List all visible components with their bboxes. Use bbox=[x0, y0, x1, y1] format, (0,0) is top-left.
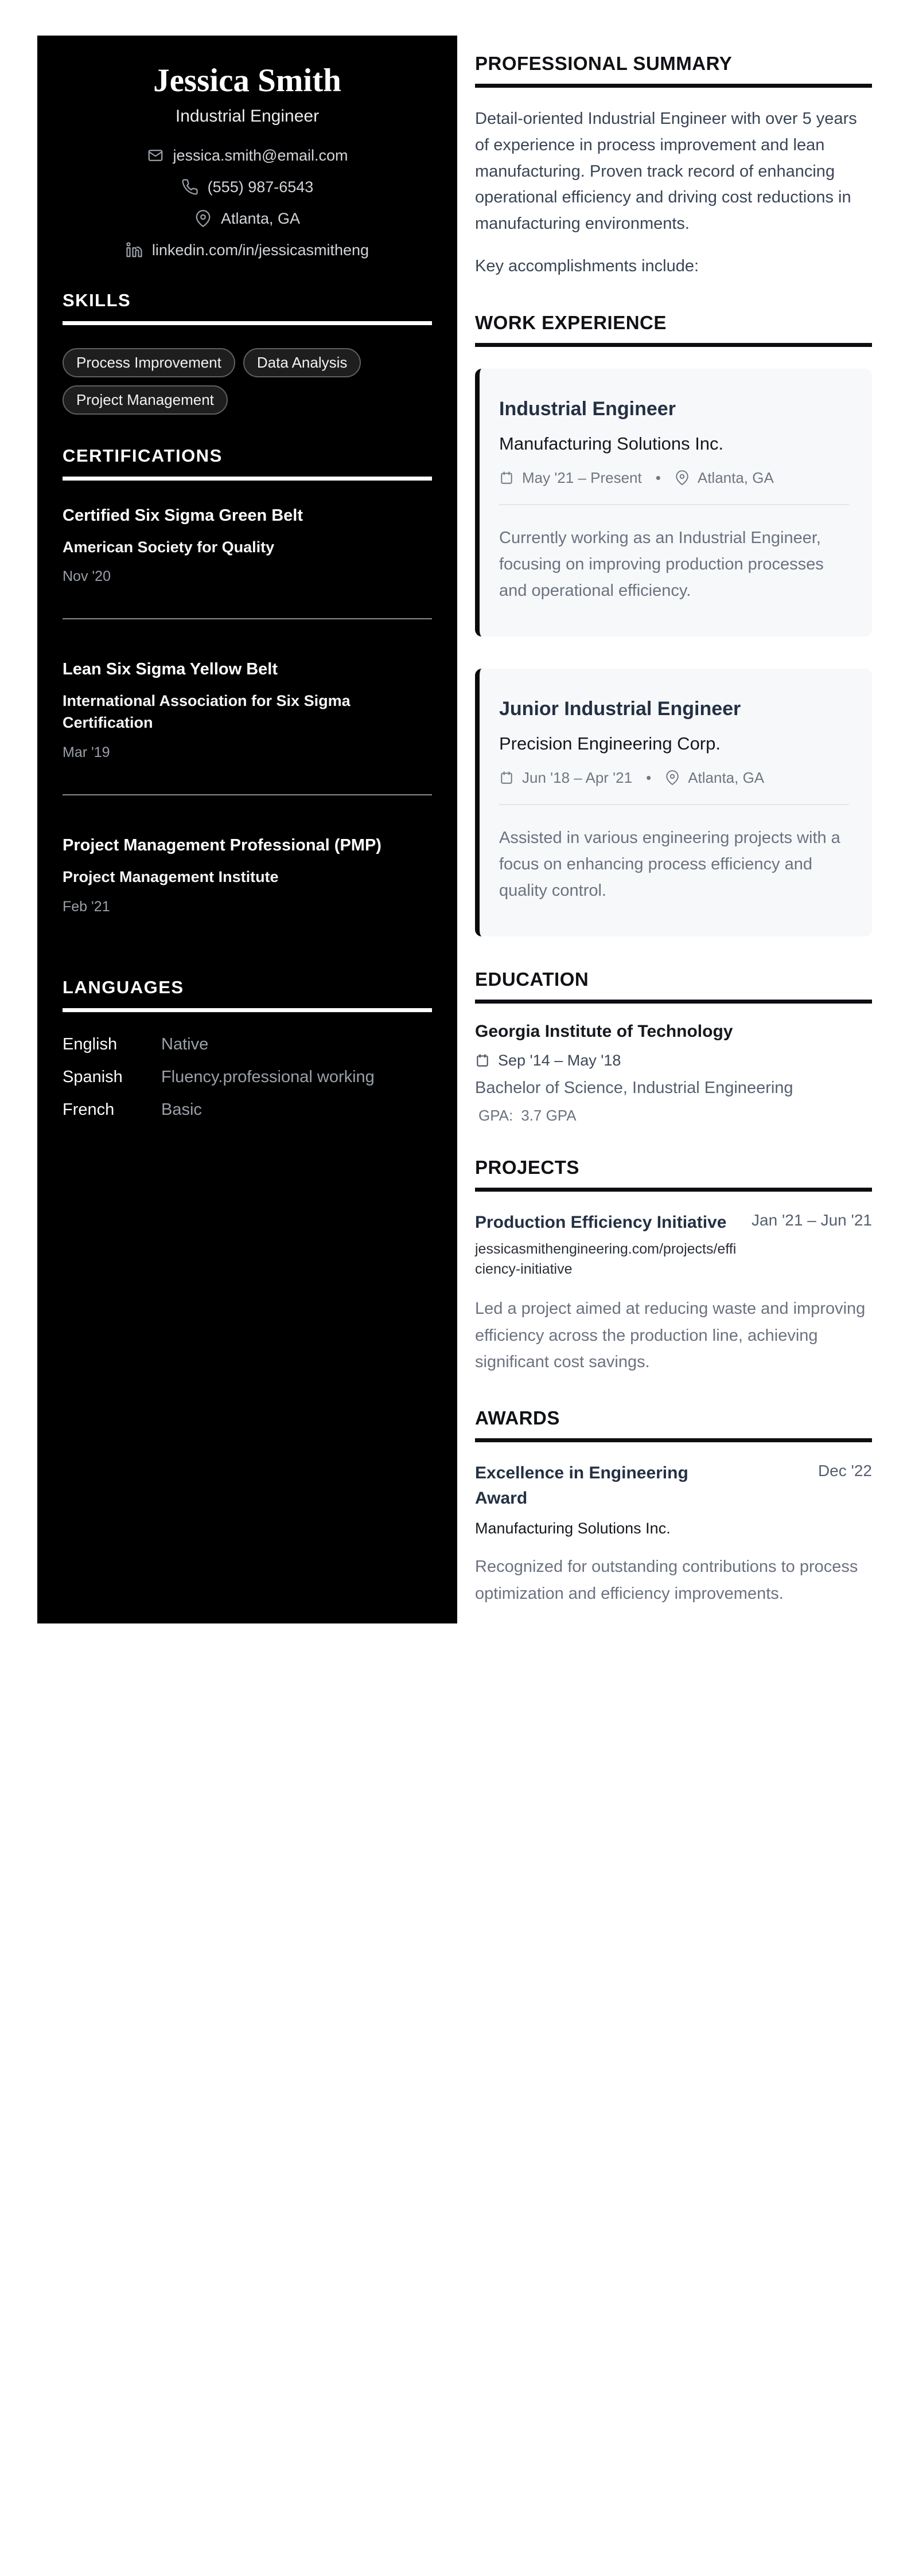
meta-separator: • bbox=[646, 768, 652, 786]
skill-tag: Process Improvement bbox=[63, 348, 235, 377]
work-item bbox=[475, 669, 872, 936]
certification-item bbox=[63, 657, 432, 761]
certifications-header: CERTIFICATIONS bbox=[63, 445, 223, 466]
summary-underline bbox=[475, 84, 872, 88]
certification-org: Project Management Institute bbox=[63, 868, 279, 886]
certification-title: Certified Six Sigma Green Belt bbox=[63, 506, 303, 525]
certification-divider bbox=[63, 794, 432, 795]
certification-item bbox=[63, 504, 432, 586]
summary-note: Key accomplishments include: bbox=[475, 257, 699, 276]
skills-list bbox=[63, 348, 432, 415]
resume-document bbox=[37, 36, 872, 1623]
projects-section bbox=[475, 1157, 872, 1376]
candidate-name: Jessica Smith bbox=[153, 63, 341, 99]
job-title: Industrial Engineer bbox=[499, 397, 676, 420]
education-gpa bbox=[475, 1107, 872, 1125]
contact-linkedin[interactable] bbox=[63, 241, 432, 259]
language-row bbox=[63, 1100, 432, 1119]
summary-header: PROFESSIONAL SUMMARY bbox=[475, 53, 733, 74]
awards-header: AWARDS bbox=[475, 1407, 560, 1429]
job-location: Atlanta, GA bbox=[697, 469, 774, 486]
candidate-job-title: Industrial Engineer bbox=[175, 106, 320, 126]
language-level: Basic bbox=[161, 1100, 202, 1119]
education-school: Georgia Institute of Technology bbox=[475, 1021, 733, 1041]
job-divider bbox=[499, 804, 849, 805]
main-column bbox=[475, 36, 872, 1623]
certification-date: Feb '21 bbox=[63, 898, 110, 915]
skills-header: SKILLS bbox=[63, 290, 131, 310]
calendar-icon bbox=[499, 770, 514, 785]
job-location: Atlanta, GA bbox=[688, 768, 765, 786]
envelope-icon bbox=[147, 147, 164, 164]
location-pin-icon bbox=[194, 210, 212, 227]
language-name: French bbox=[63, 1100, 115, 1119]
work-header: WORK EXPERIENCE bbox=[475, 311, 667, 333]
education-section bbox=[475, 969, 872, 1125]
job-title: Junior Industrial Engineer bbox=[499, 697, 741, 720]
project-item bbox=[475, 1210, 872, 1376]
gpa-value: 3.7 GPA bbox=[521, 1106, 577, 1124]
projects-underline bbox=[475, 1188, 872, 1192]
meta-separator: • bbox=[655, 469, 661, 486]
award-description: Recognized for outstanding contributions to process optimization and efficiency improvements. bbox=[475, 1558, 858, 1603]
education-underline bbox=[475, 1000, 872, 1004]
projects-header: PROJECTS bbox=[475, 1156, 579, 1178]
work-item bbox=[475, 369, 872, 637]
job-dates: May '21 – Present bbox=[522, 469, 642, 486]
awards-underline bbox=[475, 1438, 872, 1442]
location-pin-icon bbox=[675, 470, 690, 485]
award-date: Dec '22 bbox=[817, 1462, 872, 1480]
project-url[interactable]: jessicasmithengineering.com/projects/efficiency-initiative bbox=[475, 1241, 737, 1278]
certification-org: International Association for Six Sigma Certification bbox=[63, 692, 351, 732]
education-meta bbox=[475, 1052, 872, 1070]
contact-list bbox=[63, 147, 432, 259]
language-level: Native bbox=[161, 1035, 209, 1053]
summary-text: Detail-oriented Industrial Engineer with over 5 years of experience in process improvement and lean manufacturing. Proven track record of enhancing operational efficiency and driving cost reductions in manufacturing environments. bbox=[475, 110, 857, 233]
skills-underline bbox=[63, 321, 432, 325]
project-dates: Jan '21 – Jun '21 bbox=[752, 1211, 872, 1229]
award-title: Excellence in Engineering Award bbox=[475, 1463, 688, 1508]
contact-email[interactable] bbox=[63, 147, 432, 165]
phone-icon bbox=[181, 178, 198, 196]
language-level: Fluency.professional working bbox=[161, 1067, 375, 1086]
certification-item bbox=[63, 833, 432, 915]
certification-org: American Society for Quality bbox=[63, 538, 275, 556]
project-title: Production Efficiency Initiative bbox=[475, 1212, 727, 1232]
calendar-icon bbox=[499, 470, 514, 485]
contact-phone bbox=[63, 178, 432, 196]
contact-linkedin-text: linkedin.com/in/jessicasmitheng bbox=[151, 241, 369, 259]
contact-location-text: Atlanta, GA bbox=[220, 209, 301, 227]
linkedin-icon bbox=[126, 241, 143, 259]
gpa-label: GPA: bbox=[478, 1106, 513, 1124]
certifications-section bbox=[63, 446, 432, 915]
project-description: Led a project aimed at reducing waste and improving efficiency across the production line, achieving significant cost savings. bbox=[475, 1299, 866, 1372]
location-pin-icon bbox=[665, 770, 680, 785]
summary-section bbox=[475, 53, 872, 280]
certification-list bbox=[63, 504, 432, 915]
skill-tag: Project Management bbox=[63, 385, 228, 415]
job-company: Manufacturing Solutions Inc. bbox=[499, 433, 724, 454]
contact-location bbox=[63, 210, 432, 228]
certifications-underline bbox=[63, 477, 432, 481]
job-company: Precision Engineering Corp. bbox=[499, 733, 721, 754]
job-dates: Jun '18 – Apr '21 bbox=[522, 768, 633, 786]
job-description: Assisted in various engineering projects with a focus on enhancing process efficiency and quality control. bbox=[499, 828, 840, 900]
certification-date: Mar '19 bbox=[63, 744, 110, 761]
award-org: Manufacturing Solutions Inc. bbox=[475, 1520, 671, 1537]
job-divider bbox=[499, 504, 849, 505]
awards-section bbox=[475, 1407, 872, 1607]
languages-header: LANGUAGES bbox=[63, 977, 184, 997]
languages-underline bbox=[63, 1008, 432, 1012]
job-description: Currently working as an Industrial Engineer, focusing on improving production processes and operational efficiency. bbox=[499, 528, 824, 600]
education-degree: Bachelor of Science, Industrial Engineering bbox=[475, 1078, 793, 1097]
skill-tag: Data Analysis bbox=[243, 348, 361, 377]
languages-section bbox=[63, 977, 432, 1119]
sidebar bbox=[37, 36, 457, 1623]
education-header: EDUCATION bbox=[475, 968, 589, 990]
award-item bbox=[475, 1461, 872, 1607]
certification-divider bbox=[63, 618, 432, 619]
skills-section bbox=[63, 290, 432, 415]
contact-email-text: jessica.smith@email.com bbox=[173, 146, 348, 164]
language-row bbox=[63, 1035, 432, 1054]
job-meta bbox=[499, 769, 849, 787]
certification-title: Project Management Professional (PMP) bbox=[63, 836, 381, 855]
language-row bbox=[63, 1068, 432, 1087]
certification-date: Nov '20 bbox=[63, 568, 111, 585]
language-list bbox=[63, 1035, 432, 1119]
certification-title: Lean Six Sigma Yellow Belt bbox=[63, 660, 278, 679]
work-underline bbox=[475, 343, 872, 347]
calendar-icon bbox=[475, 1053, 490, 1068]
work-experience-section bbox=[475, 312, 872, 936]
contact-phone-text: (555) 987-6543 bbox=[207, 178, 314, 196]
language-name: English bbox=[63, 1035, 118, 1053]
language-name: Spanish bbox=[63, 1067, 123, 1086]
job-meta bbox=[499, 469, 849, 487]
education-dates: Sep '14 – May '18 bbox=[498, 1051, 621, 1069]
